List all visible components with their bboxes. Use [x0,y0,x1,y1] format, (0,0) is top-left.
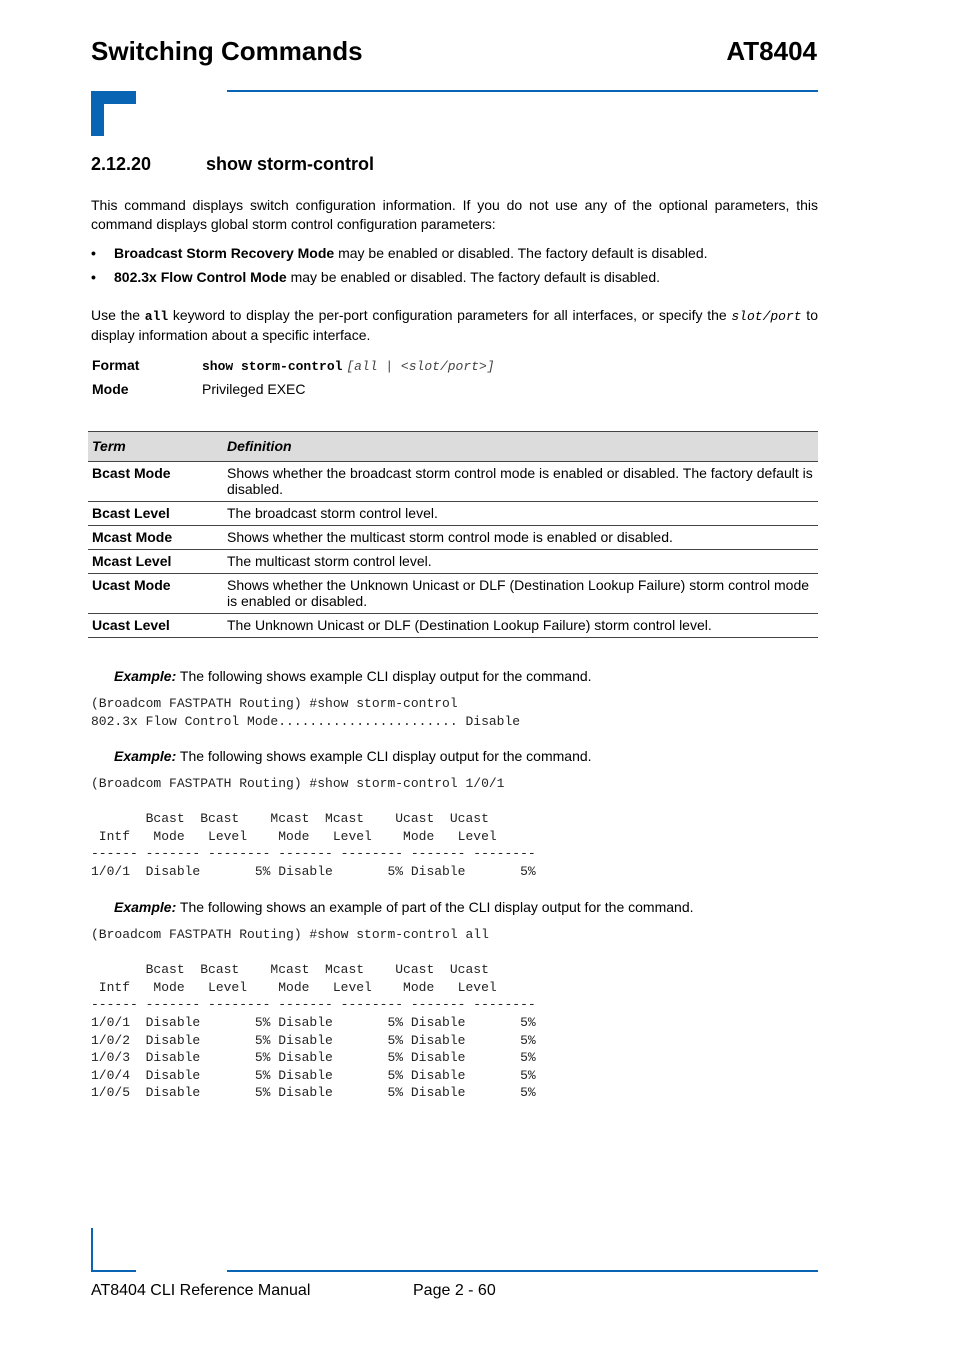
table-header-definition: Definition [223,432,818,462]
example-label: Example: [114,748,177,764]
table-row [88,526,818,550]
term-cell: Mcast Mode [88,526,223,550]
mode-label: Mode [92,381,129,397]
mode-row [92,381,306,397]
footer-manual-title: AT8404 CLI Reference Manual [91,1282,311,1299]
table-header-term: Term [88,432,223,462]
example-label: Example: [114,668,177,684]
table-row [88,462,818,502]
code-block: (Broadcom FASTPATH Routing) #show storm-control 802.3x Flow Control Mode....................... Disable [91,696,521,729]
mode-value: Privileged EXEC [202,381,306,397]
example-text: The following shows an example of part of the CLI display output for the command. [176,899,694,915]
example-caption [114,748,592,764]
usage-text: Use the [91,307,145,323]
term-cell: Bcast Level [88,502,223,526]
table-row [88,550,818,574]
usage-text: keyword to display the per-port configuration parameters for all interfaces, or specify the [168,307,732,323]
definition-cell: The Unknown Unicast or DLF (Destination Lookup Failure) storm control level. [223,614,818,638]
definition-cell: Shows whether the Unknown Unicast or DLF (Destination Lookup Failure) storm control mode is enabled or disabled. [223,574,818,614]
header-title: Switching Commands [91,36,363,66]
table-header-row [88,432,818,462]
format-label: Format [92,357,140,373]
definition-cell: Shows whether the multicast storm control mode is enabled or disabled. [223,526,818,550]
term-cell: Bcast Mode [88,462,223,502]
footer-page-number: Page 2 - 60 [413,1282,496,1299]
usage-param: slot/port [731,309,802,324]
header-rule [227,90,818,92]
usage-keyword: all [144,309,169,324]
term-cell: Ucast Mode [88,574,223,614]
usage-text: to display information about a specific interface. [91,307,818,343]
format-row [92,357,495,374]
table-row [88,614,818,638]
term-cell: Ucast Level [88,614,223,638]
table-row [88,574,818,614]
format-command: show storm-control [202,359,343,374]
bullet-bold: 802.3x Flow Control Mode [114,269,287,285]
table-row [88,502,818,526]
example-text: The following shows example CLI display output for the command. [176,748,592,764]
format-args: [all | <slot/port>] [346,359,495,374]
example-label: Example: [114,899,177,915]
code-block: (Broadcom FASTPATH Routing) #show storm-control 1/0/1 Bcast Bcast Mcast Mcast Ucast Ucast Intf Mode Level Mode Level Mode Level ------ ------- -------- ------- -------- ------- -------- 1/0/1 Disable 5% Disable 5% Disable 5% [91,776,536,879]
section-number: 2.12.20 [91,154,152,174]
definition-cell: Shows whether the broadcast storm control mode is enabled or disabled. The factory default is disabled. [223,462,818,502]
term-cell: Mcast Level [88,550,223,574]
bullet-item: • 802.3x Flow Control Mode may be enabled or disabled. The factory default is disabled. [91,269,661,285]
section-title: show storm-control [206,154,375,174]
usage-paragraph [91,306,818,345]
definition-cell: The multicast storm control level. [223,550,818,574]
bullet-text: may be enabled or disabled. The factory default is disabled. [334,245,708,261]
corner-mark [91,91,136,104]
bullet-bold: Broadcast Storm Recovery Mode [114,245,335,261]
footer-corner-mark [91,1270,136,1272]
footer-rule [227,1270,818,1272]
definitions-table [88,431,818,638]
bullet-item: • Broadcast Storm Recovery Mode may be enabled or disabled. The factory default is disabled. [91,245,708,261]
bullet-text: may be enabled or disabled. The factory default is disabled. [286,269,661,285]
definition-cell: The broadcast storm control level. [223,502,818,526]
code-block: (Broadcom FASTPATH Routing) #show storm-control all Bcast Bcast Mcast Mcast Ucast Ucast Intf Mode Level Mode Level Mode Level ------ ------- -------- ------- -------- ------- -------- 1/0/1 Disable 5% Disable 5% Disable 5% 1/0/2 Disable 5% Disable 5% Disable 5% 1/0/3 Disable 5% Disable 5% Disable 5% 1/0/4 Disable 5% Disable 5% Disable 5% 1/0/5 Disable 5% Disable 5% Disable 5% [91,927,536,1101]
example-text: The following shows example CLI display output for the command. [176,668,592,684]
example-caption [114,899,694,915]
header-product: AT8404 [726,36,817,66]
section-heading [91,154,374,175]
footer-corner-mark [91,1228,93,1272]
intro-paragraph: This command displays switch configuration information. If you do not use any of the optional parameters, this command displays global storm control configuration parameters: [91,197,818,232]
example-caption [114,668,592,684]
